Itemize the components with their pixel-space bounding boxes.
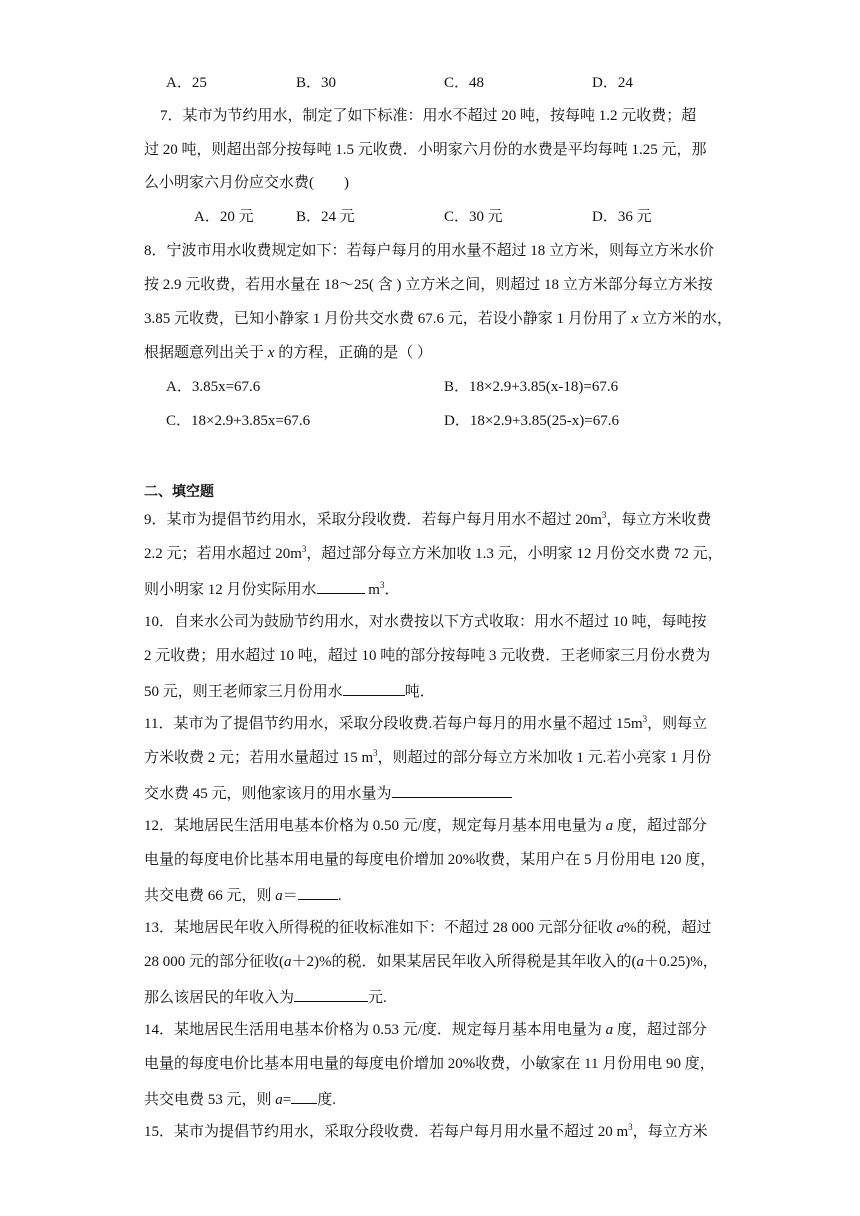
q13-line-3: 那么该居民的年收入为 元. — [144, 986, 387, 1008]
variable-x: x — [631, 311, 639, 327]
q9-line-2: 2.2 元；若用水超过 $20m^3$，超过部分每立方米加收 1.3 元，小明家 12 月份交水费 72 元， — [144, 544, 723, 562]
q7-line-3: 么小明家六月份应交水费( ) — [144, 175, 349, 191]
q8-line-4: 根据题意列出关于 x 的方程，正确的是（ ） — [144, 345, 432, 361]
q14-line-1: 14．某地居民生活用电基本价格为 0.53 元/度．规定每月基本用电量为 a 度，超过部分 — [144, 1022, 707, 1038]
q8-option-a: A．3.85x=67.6 — [166, 379, 261, 395]
q15-line-1: 15．某市为提倡节约用水，采取分段收费．若每户每月用水量不超过 20 $m^3$，每立方米 — [144, 1122, 708, 1140]
variable-a: a — [605, 1022, 614, 1038]
answer-blank[interactable] — [392, 782, 512, 798]
q7-option-a: A．20 元 — [194, 209, 254, 225]
q11-line-2: 方米收费 2 元；若用水量超过 15 $m^3$，则超过的部分每立方米加收 1 元.若小亮家 1 月份 — [144, 748, 712, 766]
q8-line-1: 8．宁波市用水收费规定如下：若每户每月的用水量不超过 18 立方米，则每立方米水价 — [144, 243, 715, 259]
q9-line-3: 则小明家 12 月份实际用水 $m^3$． — [144, 580, 400, 598]
q8-line-3: 3.85 元收费，已知小静家 1 月份共交水费 67.6 元，若设小静家 1 月份用了 x 立方米的水， — [144, 311, 732, 327]
variable-a: a — [616, 920, 625, 936]
answer-blank[interactable] — [317, 578, 365, 594]
q11-line-3: 交水费 45 元，则他家该月的用水量为 — [144, 782, 512, 804]
q7-option-b: B．24 元 — [296, 209, 355, 225]
variable-x: x — [267, 345, 275, 361]
section-heading: 二、填空题 — [144, 485, 214, 500]
q8-option-d: D．18×2.9+3.85(25-x)=67.6 — [444, 413, 619, 429]
variable-a: a — [275, 888, 283, 904]
q7-line-2: 过 20 吨，则超出部分按每吨 1.5 元收费．小明家六月份的水费是平均每吨 1.25 元，那 — [144, 142, 707, 158]
q12-line-2: 电量的每度电价比基本用电量的每度电价增加 20%收费，某用户在 5 月份用电 120 度， — [144, 852, 716, 868]
variable-a: a — [605, 818, 614, 834]
q12-line-1: 12．某地居民生活用电基本价格为 0.50 元/度，规定每月基本用电量为 a 度，超过部分 — [144, 818, 707, 834]
q14-line-3: 共交电费 53 元，则 a= 度. — [144, 1088, 336, 1110]
q9-line-1: 9．某市为提倡节约用水，采取分段收费．若每户每月用水不超过 $20m^3$，每立方米收费 — [144, 510, 712, 528]
q6-option-c: C．48 — [444, 75, 485, 91]
q13-line-1: 13．某地居民年收入所得税的征收标准如下：不超过 28 000 元部分征收 a%的税，超过 — [144, 920, 712, 936]
q8-line-2: 按 2.9 元收费，若用水量在 18～25( 含 ) 立方米之间，则超过 18 立方米部分每立方米按 — [144, 277, 713, 293]
variable-a: a — [275, 1092, 283, 1108]
answer-blank[interactable] — [298, 884, 338, 900]
q7-line-1: 7．某市为节约用水，制定了如下标准：用水不超过 20 吨，按每吨 1.2 元收费；超 — [160, 108, 697, 124]
q6-option-a: A．25 — [166, 75, 207, 91]
variable-a: a — [284, 954, 292, 970]
q11-line-1: 11．某市为了提倡节约用水，采取分段收费.若每户每月的用水量不超过 $15m^3$，则每立 — [144, 714, 708, 732]
q8-option-b: B．18×2.9+3.85(x-18)=67.6 — [444, 379, 619, 395]
q6-option-b: B．30 — [296, 75, 337, 91]
q7-option-d: D．36 元 — [592, 209, 652, 225]
q12-line-3: 共交电费 66 元，则 a＝ . — [144, 884, 342, 906]
q8-option-c: C．18×2.9+3.85x=67.6 — [166, 413, 311, 429]
answer-blank[interactable] — [343, 680, 405, 696]
q7-option-c: C．30 元 — [444, 209, 503, 225]
q13-line-2: 28 000 元的部分征收(a＋2)%的税．如果某居民年收入所得税是其年收入的(a＋0.25)%， — [144, 954, 718, 970]
variable-a: a — [636, 954, 644, 970]
answer-blank[interactable] — [291, 1088, 317, 1104]
q10-line-1: 10．自来水公司为鼓励节约用水，对水费按以下方式收取：用水不超过 10 吨，每吨按 — [144, 614, 707, 630]
q6-option-d: D．24 — [592, 75, 633, 91]
q10-line-3: 50 元，则王老师家三月份用水 吨． — [144, 680, 435, 702]
q10-line-2: 2 元收费；用水超过 10 吨，超过 10 吨的部分按每吨 3 元收费．王老师家三月份水费为 — [144, 648, 711, 664]
answer-blank[interactable] — [294, 986, 368, 1002]
q14-line-2: 电量的每度电价比基本用电量的每度电价增加 20%收费，小敏家在 11 月份用电 90 度， — [144, 1056, 715, 1072]
